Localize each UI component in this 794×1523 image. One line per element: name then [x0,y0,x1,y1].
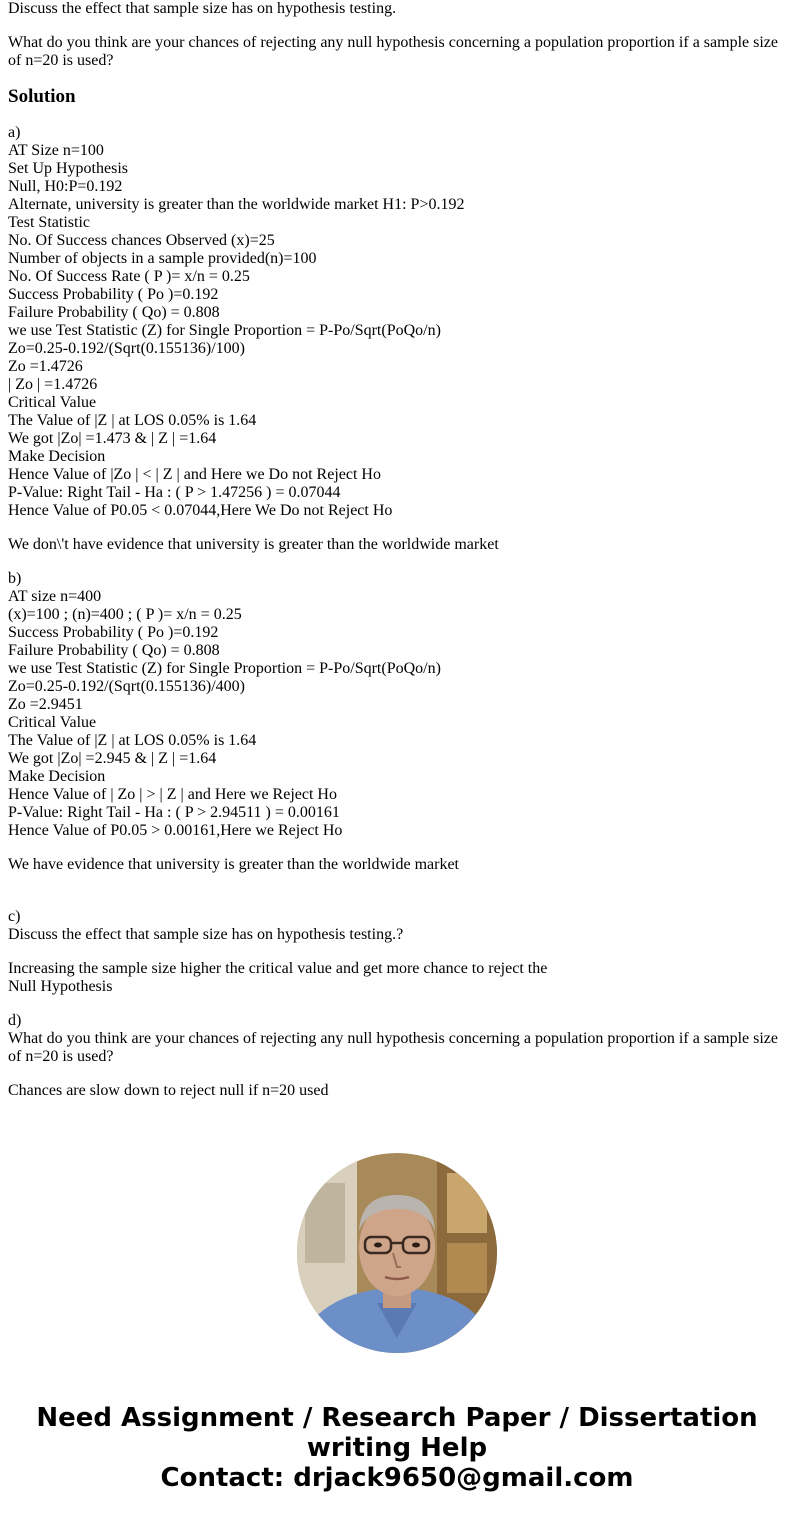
promo-line: Need Assignment / Research Paper / Dissertation [36,1403,758,1433]
part-b [8,570,786,840]
part-a-line: The Value of |Z | at LOS 0.05% is 1.64 [8,412,257,429]
part-b-line: Hence Value of P0.05 > 0.00161,Here we Reject Ho [8,822,343,839]
part-b-line: b) [8,570,22,587]
part-a-line: a) [8,124,21,141]
part-d-answer: Chances are slow down to reject null if n=20 used [8,1082,329,1099]
author-avatar [297,1153,497,1353]
part-a-line: Critical Value [8,394,97,411]
part-a [8,124,786,520]
part-c-label: c) [8,908,21,925]
part-a-line: Test Statistic [8,214,90,231]
part-a-line: Make Decision [8,448,106,465]
question-followup: What do you think are your chances of rejecting any null hypothesis concerning a population proportion if a sample size of n=20 is used? [8,34,778,69]
promo-contact: Contact: drjack9650@gmail.com [160,1463,634,1493]
part-c-answer [8,960,786,996]
document-body [8,0,786,1116]
question-intro: Discuss the effect that sample size has on hypothesis testing. [8,0,397,17]
part-b-line: Critical Value [8,714,97,731]
part-a-line: Zo =1.4726 [8,358,83,375]
part-b-line: We got |Zo| =2.945 & | Z | =1.64 [8,750,217,767]
part-a-line: No. Of Success chances Observed (x)=25 [8,232,275,249]
part-b-line: AT size n=400 [8,588,102,605]
part-c [8,908,786,944]
solution-heading: Solution [8,86,76,107]
part-a-line: we use Test Statistic (Z) for Single Proportion = P-Po/Sqrt(PoQo/n) [8,322,441,339]
part-a-line: Null, H0:P=0.192 [8,178,123,195]
part-a-line: Hence Value of P0.05 < 0.07044,Here We Do not Reject Ho [8,502,393,519]
part-b-line: The Value of |Z | at LOS 0.05% is 1.64 [8,732,257,749]
author-photo [297,1153,497,1353]
part-a-conclusion: We don\'t have evidence that university is greater than the worldwide market [8,536,499,553]
part-b-line: we use Test Statistic (Z) for Single Proportion = P-Po/Sqrt(PoQo/n) [8,660,441,677]
part-b-line: (x)=100 ; (n)=400 ; ( P )= x/n = 0.25 [8,606,242,623]
part-a-line: Set Up Hypothesis [8,160,128,177]
part-a-line: Failure Probability ( Qo) = 0.808 [8,304,220,321]
part-d-question: What do you think are your chances of rejecting any null hypothesis concerning a population proportion if a sample size of n=20 is used? [8,1030,778,1065]
part-a-line: Alternate, university is greater than the worldwide market H1: P>0.192 [8,196,465,213]
part-b-line: Zo =2.9451 [8,696,83,713]
part-a-line: No. Of Success Rate ( P )= x/n = 0.25 [8,268,250,285]
promo-line: writing Help [306,1433,488,1463]
part-b-line: Hence Value of | Zo | > | Z | and Here we Reject Ho [8,786,337,803]
part-a-line: P-Value: Right Tail - Ha : ( P > 1.47256 ) = 0.07044 [8,484,341,501]
part-a-line: Number of objects in a sample provided(n)=100 [8,250,317,267]
part-b-line: Success Probability ( Po )=0.192 [8,624,219,641]
part-b-line: P-Value: Right Tail - Ha : ( P > 2.94511 ) = 0.00161 [8,804,340,821]
part-a-line: Zo=0.25-0.192/(Sqrt(0.155136)/100) [8,340,245,357]
part-c-answer-line: Null Hypothesis [8,978,113,995]
part-d [8,1012,786,1066]
part-b-line: Failure Probability ( Qo) = 0.808 [8,642,220,659]
part-b-conclusion: We have evidence that university is greater than the worldwide market [8,856,459,873]
part-b-line: Make Decision [8,768,106,785]
part-a-line: We got |Zo| =1.473 & | Z | =1.64 [8,430,217,447]
part-c-answer-line: Increasing the sample size higher the critical value and get more chance to reject the [8,960,548,977]
part-d-label: d) [8,1012,22,1029]
part-a-line: | Zo | =1.4726 [8,376,98,393]
part-a-line: Success Probability ( Po )=0.192 [8,286,219,303]
part-a-line: AT Size n=100 [8,142,104,159]
promo-banner [0,1403,794,1493]
part-c-question: Discuss the effect that sample size has on hypothesis testing.? [8,926,404,943]
part-b-line: Zo=0.25-0.192/(Sqrt(0.155136)/400) [8,678,245,695]
part-a-line: Hence Value of |Zo | < | Z | and Here we Do not Reject Ho [8,466,381,483]
